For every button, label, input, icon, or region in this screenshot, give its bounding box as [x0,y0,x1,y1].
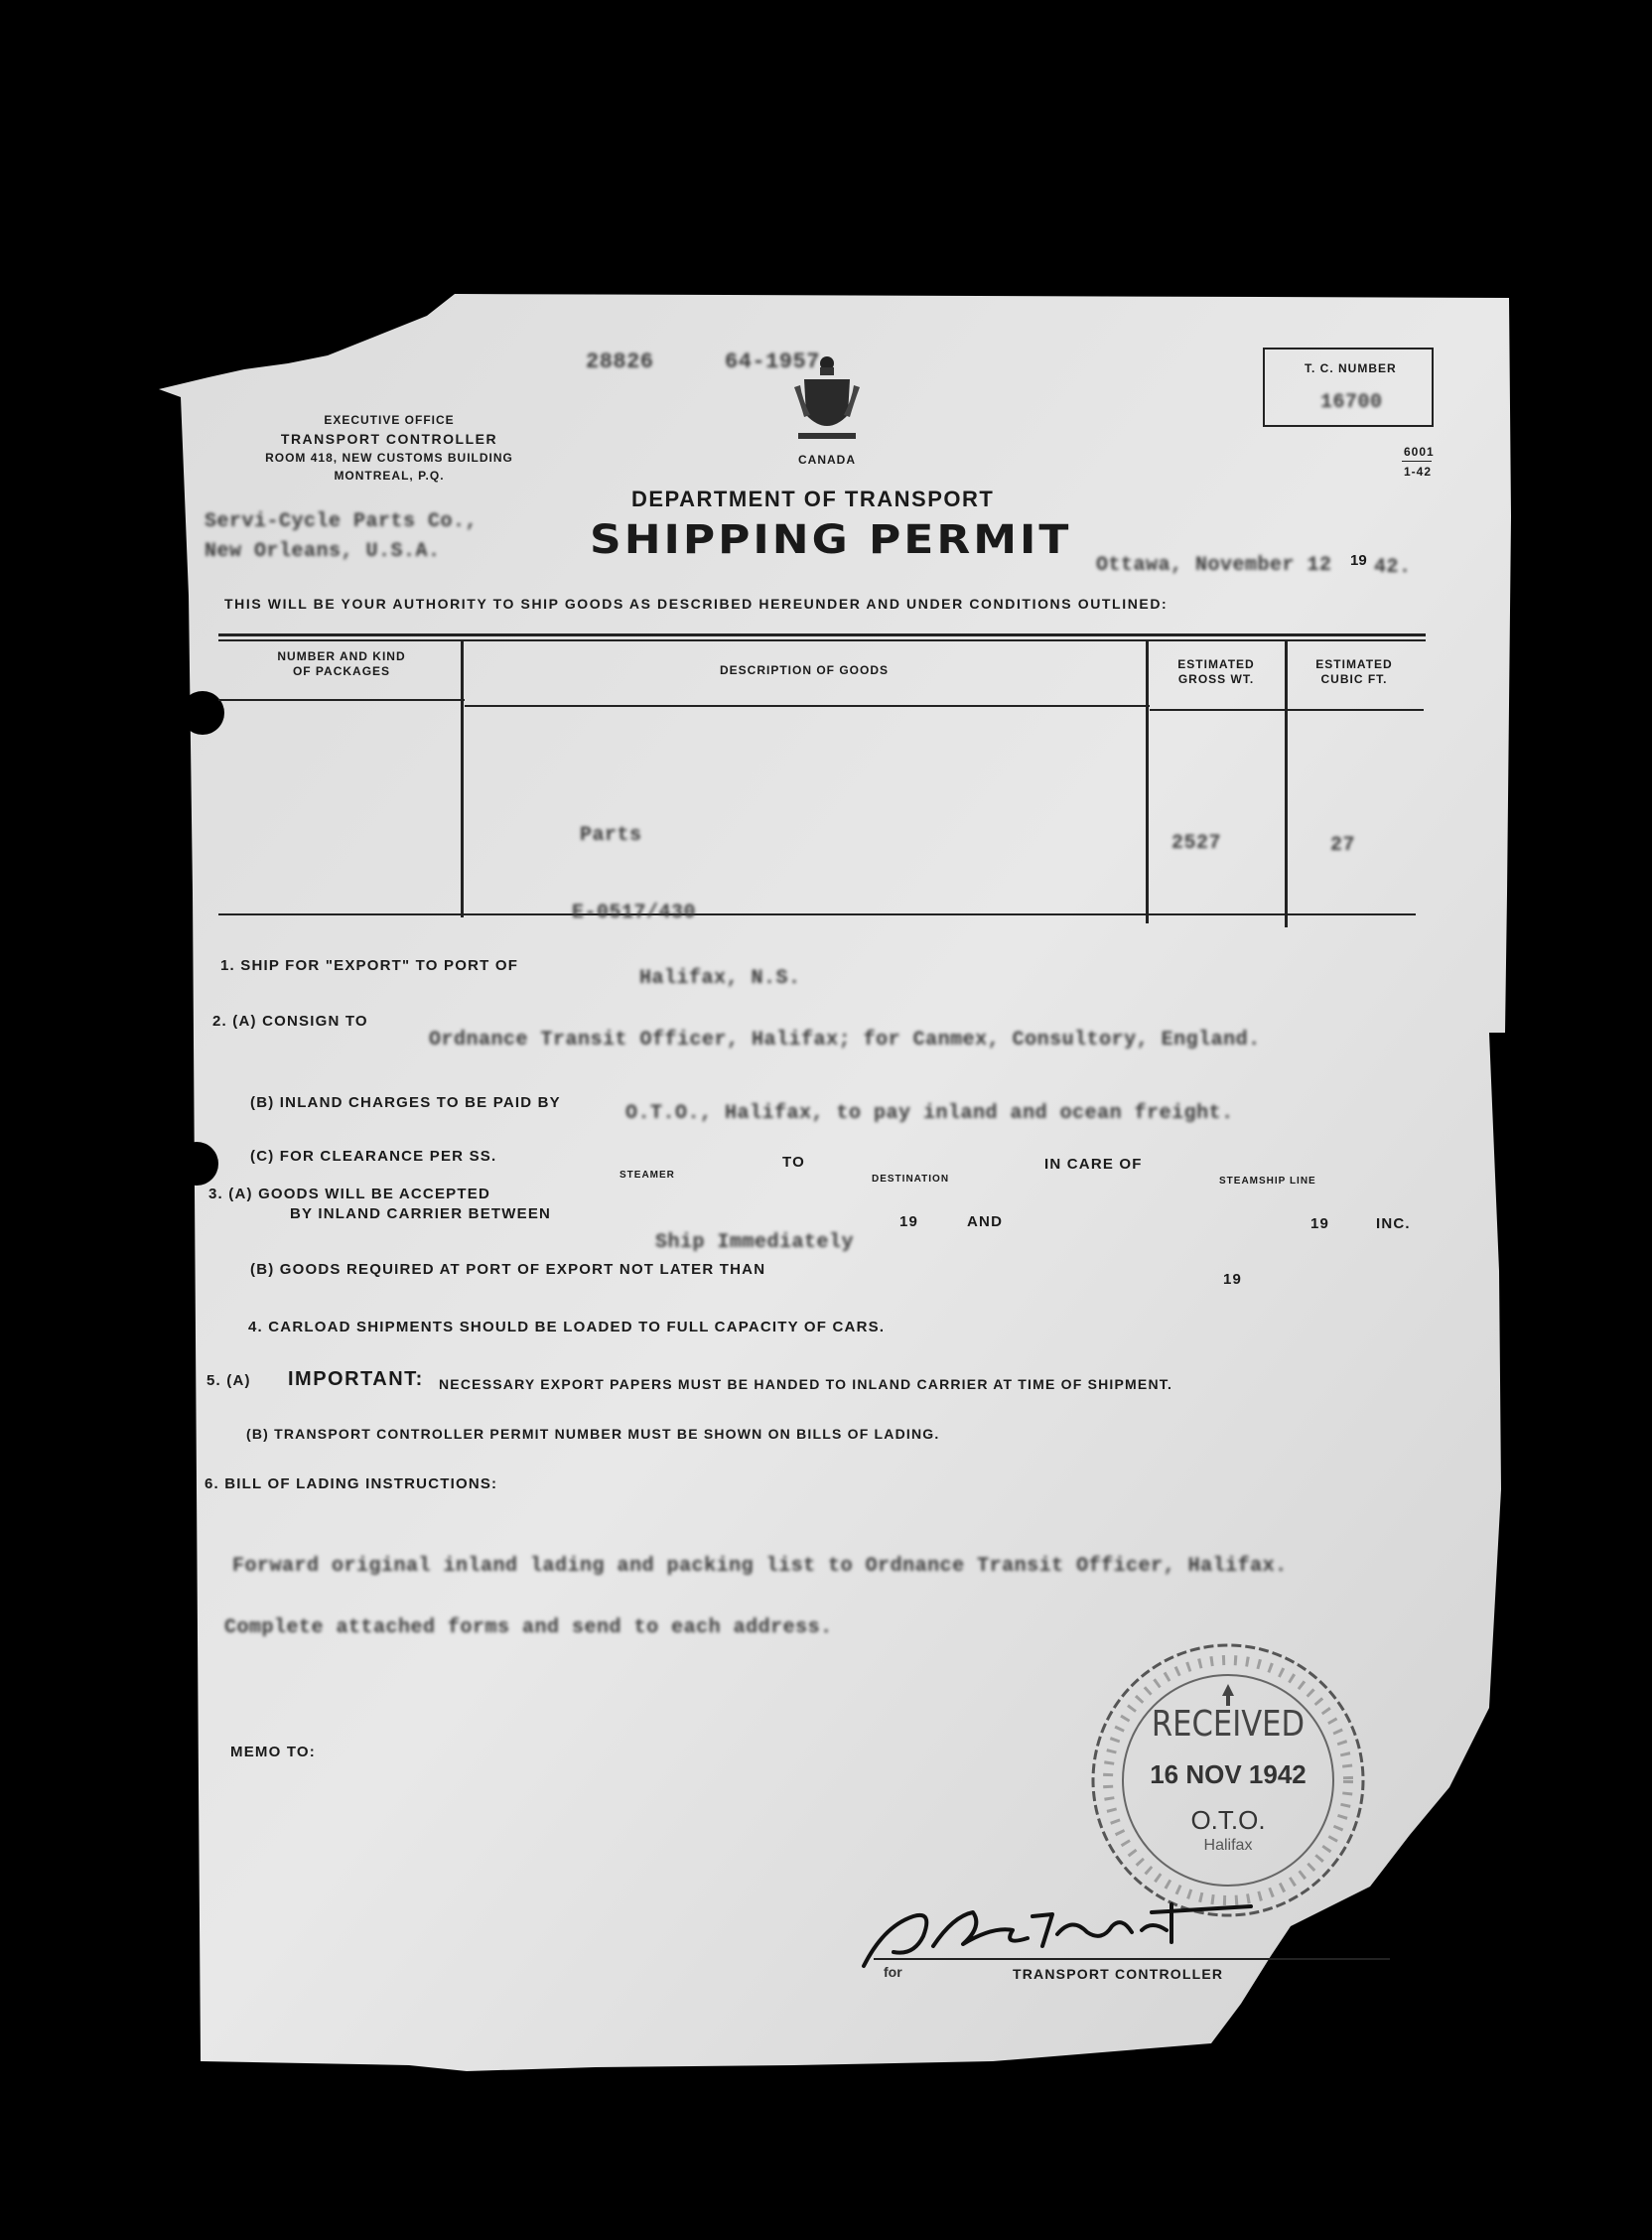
table-top-rule-2 [218,639,1426,641]
goods-cubic-feet: 27 [1330,834,1356,857]
goods-description: Parts [580,824,642,847]
table-top-rule [218,633,1426,636]
goods-reference: E-0517/430 [572,902,697,924]
executive-office-line1: EXECUTIVE OFFICE [324,413,455,427]
item2c-in-care-of: IN CARE OF [1044,1156,1143,1173]
item2c-destination-caption: DESTINATION [872,1174,950,1185]
table-header-gross-wt: ESTIMATED GROSS WT. [1177,657,1255,686]
authority-line: THIS WILL BE YOUR AUTHORITY TO SHIP GOODS AS DESCRIBED HEREUNDER AND UNDER CONDITIONS OUTLINED: [224,596,1169,612]
table-header-rule-1 [218,699,465,701]
table-column-divider-1 [461,639,464,917]
item3a-inclusive: INC. [1376,1215,1411,1232]
signature-title: TRANSPORT CONTROLLER [1013,1966,1224,1982]
addressee-line2: New Orleans, U.S.A. [205,540,441,563]
item2c-label: (C) FOR CLEARANCE PER SS. [250,1148,497,1165]
goods-gross-weight: 2527 [1171,832,1222,855]
item2a-consignee: Ordnance Transit Officer, Halifax; for Canmex, Consultory, England. [429,1029,1261,1051]
item3a-year-a: 19 [899,1213,919,1230]
stamp-received: RECEIVED [1151,1704,1306,1745]
permit-date: Ottawa, November 12 [1096,554,1332,577]
punch-hole-top [181,691,224,735]
canada-crest-icon [790,353,864,447]
item5b-text: (B) TRANSPORT CONTROLLER PERMIT NUMBER MUST BE SHOWN ON BILLS OF LADING. [246,1426,940,1442]
stamp-office: O.T.O. [1190,1805,1266,1835]
instruction-line2: Complete attached forms and send to each address. [224,1616,833,1639]
memo-label: MEMO TO: [230,1744,316,1760]
date-century: 19 [1350,552,1367,569]
signature-line [874,1958,1390,1960]
item3a-label-line2: BY INLAND CARRIER BETWEEN [290,1205,552,1222]
table-column-divider-3 [1285,639,1288,927]
item2a-label: 2. (A) CONSIGN TO [212,1013,368,1030]
crest-caption: CANADA [798,453,856,467]
executive-office-line3: ROOM 418, NEW CUSTOMS BUILDING [265,451,513,465]
item1-label: 1. SHIP FOR "EXPORT" TO PORT OF [220,957,519,974]
controller-signature [854,1887,1281,1976]
form-code-rule [1402,461,1432,462]
tc-number-box [1263,348,1434,427]
serial-number-right: 64-1957 [725,350,820,374]
item3b-year: 19 [1223,1271,1243,1288]
item3a-value: Ship Immediately [655,1231,855,1254]
item2b-payer: O.T.O., Halifax, to pay inland and ocean freight. [625,1102,1234,1125]
item2c-steamer-caption: STEAMER [620,1170,675,1181]
item2c-steamship-line-caption: STEAMSHIP LINE [1219,1176,1316,1187]
stamp-date: 16 NOV 1942 [1150,1759,1307,1789]
serial-number-left: 28826 [586,350,654,374]
item3a-year-b: 19 [1310,1215,1330,1232]
date-year: 42. [1374,556,1412,579]
department-title: DEPARTMENT OF TRANSPORT [631,487,995,511]
punch-hole-bottom [175,1142,218,1186]
signature-for: for [884,1964,902,1980]
table-header-cubic-ft: ESTIMATED CUBIC FT. [1315,657,1393,686]
item5a-text: NECESSARY EXPORT PAPERS MUST BE HANDED TO INLAND CARRIER AT TIME OF SHIPMENT. [439,1376,1173,1392]
item3a-and: AND [967,1213,1004,1230]
item5a-prefix: 5. (A) [206,1372,251,1389]
item2b-label: (B) INLAND CHARGES TO BE PAID BY [250,1094,561,1111]
item3b-label: (B) GOODS REQUIRED AT PORT OF EXPORT NOT LATER THAN [250,1261,766,1278]
tc-number-label: T. C. NUMBER [1305,361,1397,375]
item6-label: 6. BILL OF LADING INSTRUCTIONS: [205,1475,498,1492]
table-bottom-rule [218,913,1416,915]
shipping-permit-title: SHIPPING PERMIT [590,516,1072,563]
form-code-top: 6001 [1404,445,1435,459]
item4-text: 4. CARLOAD SHIPMENTS SHOULD BE LOADED TO FULL CAPACITY OF CARS. [248,1319,886,1335]
stamp-city: Halifax [1203,1837,1253,1854]
item1-port: Halifax, N.S. [639,967,801,990]
table-column-divider-2 [1146,639,1149,923]
addressee-line1: Servi-Cycle Parts Co., [205,510,479,533]
item2c-to: TO [782,1154,805,1171]
item3a-label-line1: 3. (A) GOODS WILL BE ACCEPTED [208,1186,490,1202]
executive-office-line2: TRANSPORT CONTROLLER [280,431,498,447]
instruction-line1: Forward original inland lading and packing list to Ordnance Transit Officer, Halifax. [232,1555,1288,1578]
tc-number-value: 16700 [1320,391,1383,414]
item5a-important: IMPORTANT: [288,1368,424,1390]
form-code-bottom: 1-42 [1404,465,1433,479]
table-header-rule-2 [465,705,1150,707]
executive-office-line4: MONTREAL, P.Q. [334,469,445,483]
table-header-description: DESCRIPTION OF GOODS [719,663,889,677]
table-header-packages: NUMBER AND KIND OF PACKAGES [277,649,406,678]
